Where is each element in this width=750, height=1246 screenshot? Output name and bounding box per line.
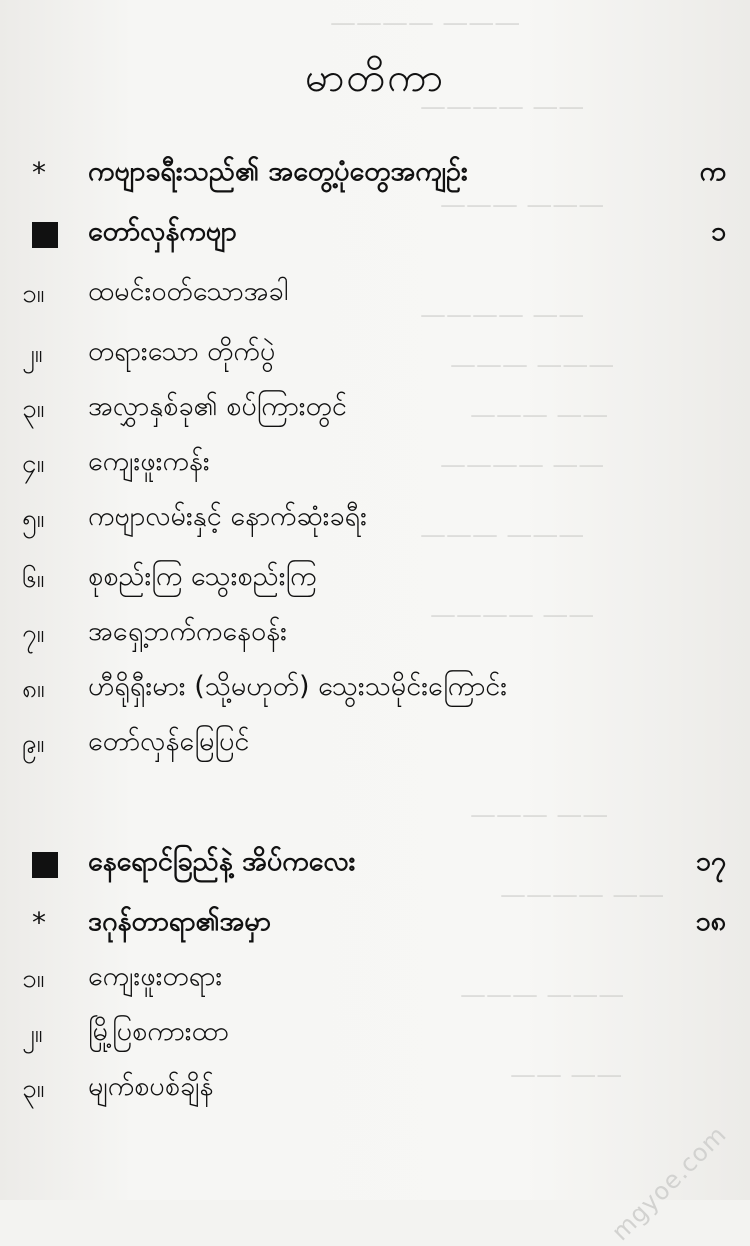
toc-entry (0, 665, 750, 715)
toc-entry-title: တော်လှန်မြေပြင် (88, 726, 250, 757)
toc-entry-title: ဟီရိုရှီးမား (သို့မဟုတ်) သွေးသမိုင်းကြောင်း (88, 671, 508, 702)
toc-entry (0, 270, 750, 320)
toc-entry-title: ကဗျာခရီးသည်၏ အတွေ့ပုံတွေအကျဉ်း (88, 156, 468, 187)
entry-number: ၆။ (22, 564, 45, 594)
toc-entry-title: ထမင်းဝတ်သောအခါ (88, 276, 289, 307)
entry-number: ၅။ (22, 504, 45, 534)
toc-entry (0, 840, 750, 890)
toc-entry (0, 1065, 750, 1115)
toc-entry-title: အရှေ့ဘက်ကနေဝန်း (88, 616, 287, 647)
toc-entry (0, 1010, 750, 1060)
toc-entry (0, 900, 750, 950)
entry-number: ၁။ (22, 964, 45, 994)
toc-entry-title: ကျေးဖူးတရား (88, 961, 223, 992)
toc-entry-title: မြို့ပြစကားထာ (88, 1016, 229, 1047)
section-square-icon (32, 222, 58, 248)
toc-entry-title: တော်လှန်ကဗျာ (88, 216, 237, 247)
toc-entry (0, 385, 750, 435)
asterisk-icon: * (32, 906, 46, 939)
entry-number: ၃။ (22, 394, 45, 424)
toc-entry (0, 720, 750, 770)
toc-entry (0, 150, 750, 200)
toc-entry-title: မျက်စပစ်ချိန် (88, 1071, 214, 1102)
toc-page-number: ၁ (710, 216, 726, 247)
toc-entry (0, 610, 750, 660)
entry-number: ၉။ (22, 729, 45, 759)
toc-entry (0, 330, 750, 380)
entry-number: ၂။ (22, 339, 43, 369)
toc-entry (0, 955, 750, 1005)
toc-entry (0, 210, 750, 260)
toc-entry-title: ကဗျာလမ်းနှင့် နောက်ဆုံးခရီး (88, 501, 367, 532)
bleed-through-text: ———— ——— ———— —— ——— ——— ———— —— ——— ——— ——— —— ———— —— ——— ——— ———— —— ——— —— ———— —— ——— ——— —— —— (330, 8, 665, 1090)
toc-entry-title: အလွှာနှစ်ခု၏ စပ်ကြားတွင် (88, 391, 347, 422)
toc-page-number: က (699, 156, 726, 187)
toc-entry (0, 555, 750, 605)
entry-number: ၂။ (22, 1019, 43, 1049)
asterisk-icon: * (32, 156, 46, 189)
toc-page-number: ၁၇ (695, 846, 726, 877)
entry-number: ၇။ (22, 619, 45, 649)
toc-entry (0, 440, 750, 490)
toc-entry-title: နေရောင်ခြည်နဲ့ အိပ်ကလေး (88, 846, 356, 877)
entry-number: ၁။ (22, 279, 45, 309)
entry-number: ၃။ (22, 1074, 45, 1104)
watermark: mgyoe.com (606, 1120, 732, 1246)
page-title: မာတိကာ (305, 55, 445, 101)
entry-number: ၄။ (22, 449, 45, 479)
toc-page-number: ၁၈ (695, 906, 726, 937)
toc-entry-title: တရားသော တိုက်ပွဲ (88, 336, 276, 367)
toc-entry-title: ကျေးဖူးကန်း (88, 446, 210, 477)
toc-entry-title: ဒဂုန်တာရာ၏အမှာ (88, 906, 271, 937)
section-square-icon (32, 852, 58, 878)
entry-number: ၈။ (22, 674, 45, 704)
toc-entry (0, 495, 750, 545)
toc-entry-title: စုစည်းကြ သွေးစည်းကြ (88, 561, 317, 592)
